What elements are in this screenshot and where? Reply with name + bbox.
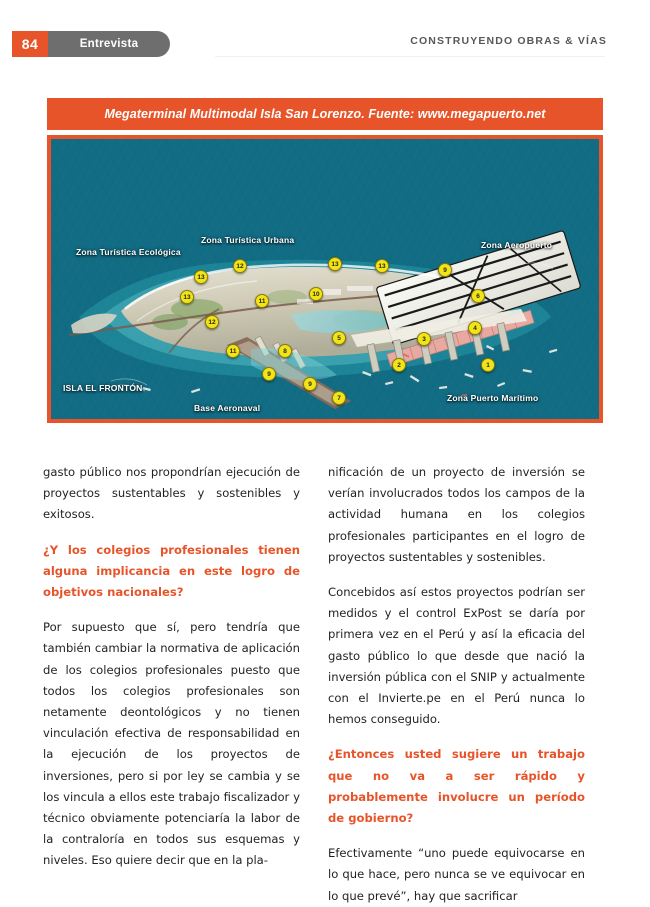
map-marker: 2 bbox=[392, 358, 406, 372]
map-marker: 3 bbox=[417, 332, 431, 346]
paragraph: Por supuesto que sí, pero tendría que también cambiar la normativa de aplicación de los colegios profesionales puesto que todos los colegios profesionales son netamente deontológicos y no tienen vinculación efectiva de responsabilidad en la ejecución de los proyectos de inversiones, pero si por ley se cambia y se los vincula a ellos este trabajo fiscalizador y técnico obviamente potenciaría la labor de la contraloría en todos sus esquemas y niveles. Eso quiere decir que en la pla- bbox=[43, 620, 300, 868]
map-marker: 1 bbox=[481, 358, 495, 372]
map-label-zona-aeropuerto: Zona Aeropuerto bbox=[481, 240, 553, 250]
map-marker: 11 bbox=[226, 344, 240, 358]
map-marker: 4 bbox=[468, 321, 482, 335]
map-marker: 13 bbox=[375, 259, 389, 273]
island-aerial-illustration bbox=[51, 139, 599, 411]
body-column-left bbox=[43, 462, 300, 872]
map-marker: 8 bbox=[278, 344, 292, 358]
map-marker: 12 bbox=[205, 315, 219, 329]
body-column-right bbox=[328, 462, 585, 907]
map-marker: 13 bbox=[194, 270, 208, 284]
map-marker: 12 bbox=[233, 259, 247, 273]
magazine-masthead: CONSTRUYENDO OBRAS & VÍAS bbox=[410, 35, 607, 47]
section-tab-entrevista: Entrevista bbox=[48, 31, 170, 57]
figure-image-frame bbox=[47, 135, 603, 423]
map-marker: 5 bbox=[332, 331, 346, 345]
page-number-badge: 84 bbox=[12, 31, 48, 57]
map-label-base-aeronaval: Base Aeronaval bbox=[194, 403, 261, 413]
header-divider-rule bbox=[215, 56, 605, 57]
page-header bbox=[0, 31, 650, 57]
map-marker: 9 bbox=[438, 263, 452, 277]
figure-caption: Megaterminal Multimodal Isla San Lorenzo. Fuente: www.megapuerto.net bbox=[47, 98, 603, 130]
interview-question: ¿Y los colegios profesionales tienen alguna implicancia en este logro de objetivos nacionales? bbox=[43, 542, 300, 600]
map-label-zona-turistica-urbana: Zona Turística Urbana bbox=[201, 235, 295, 245]
map-label-zona-puerto-maritimo: Zona Puerto Marítimo bbox=[447, 393, 539, 403]
figure-block bbox=[47, 98, 603, 423]
map-marker: 13 bbox=[180, 290, 194, 304]
interview-question: ¿Entonces usted sugiere un trabajo que no va a ser rápido y probablemente involucre un período de gobierno? bbox=[328, 747, 585, 826]
paragraph: Concebidos así estos proyectos podrían ser medidos y el control ExPost se daría por primera vez en el Perú y así la eficacia del gasto público lo que desde que nació la inversión pública con el SNIP y actualmente con el Invierte.pe en el Perú nunca lo hemos conseguido. bbox=[328, 585, 585, 727]
paragraph: gasto público nos propondrían ejecución de proyectos sustentables y sostenibles y exitosos. bbox=[43, 465, 300, 522]
map-label-isla-el-fronton: ISLA EL FRONTÓN bbox=[63, 383, 143, 393]
map-marker: 6 bbox=[471, 289, 485, 303]
map-marker: 9 bbox=[303, 377, 317, 391]
paragraph: nificación de un proyecto de inversión se verían involucrados todos los campos de la actividad humana en los colegios profesionales participantes en el logro de proyectos sustentables y sostenibles. bbox=[328, 465, 585, 564]
paragraph: Efectivamente “uno puede equivocarse en lo que hace, pero nunca se ve equivocar en lo que prevé”, hay que sacrificar bbox=[328, 846, 585, 903]
map-marker: 11 bbox=[255, 294, 269, 308]
map-label-zona-turistica-ecologica: Zona Turística Ecológica bbox=[76, 247, 181, 257]
map-marker: 13 bbox=[328, 257, 342, 271]
map-marker: 7 bbox=[332, 391, 346, 405]
map-marker: 10 bbox=[309, 287, 323, 301]
map-marker: 9 bbox=[262, 367, 276, 381]
